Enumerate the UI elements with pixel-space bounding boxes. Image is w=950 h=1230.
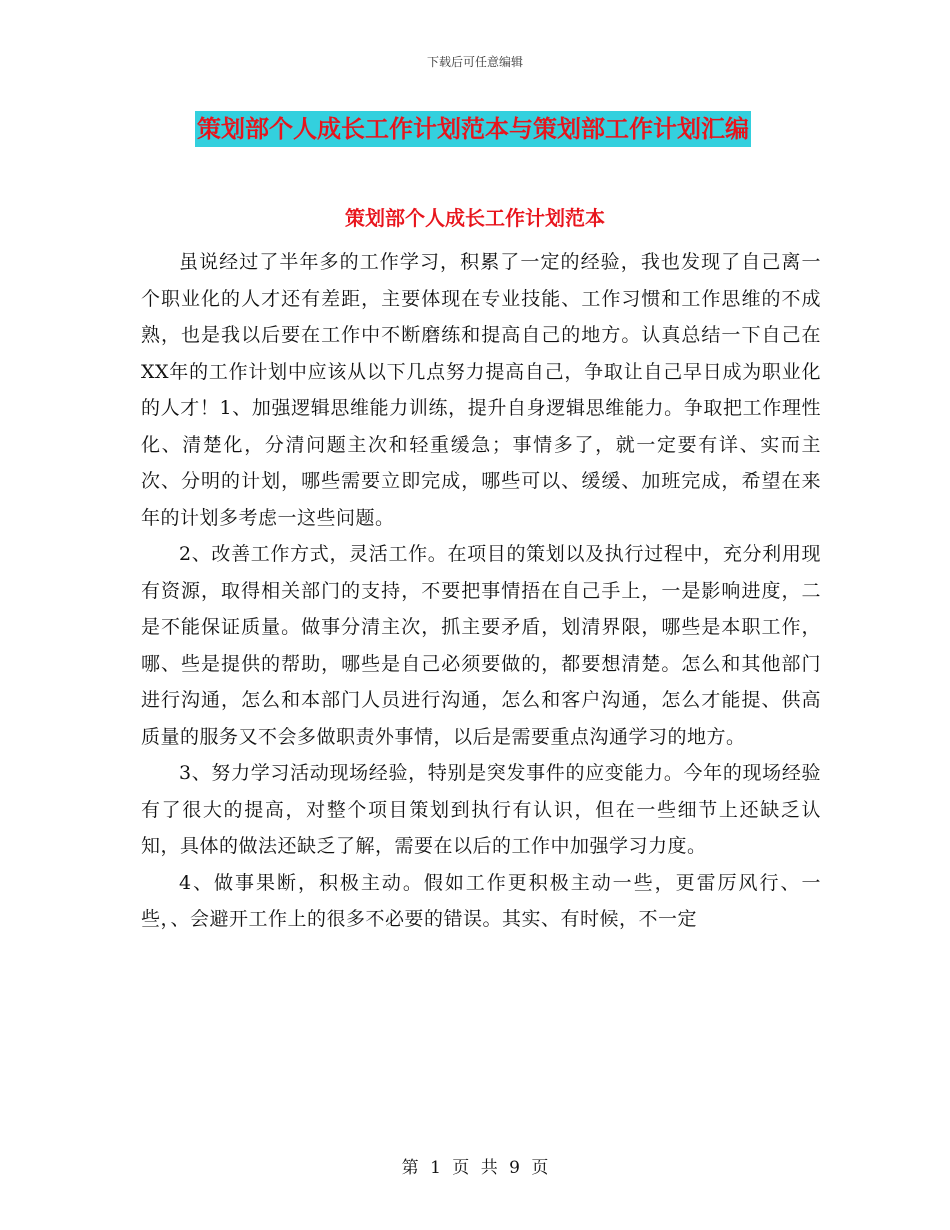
section-title: 策划部个人成长工作计划范本 (345, 206, 605, 230)
paragraph-4: 4、做事果断，积极主动。假如工作更积极主动一些，更雷厉风行、一些，、会避开工作上的很多不必要的错误。其实、有时候，不一定 (141, 871, 821, 930)
paragraph-1: 虽说经过了半年多的工作学习，积累了一定的经验，我也发现了自己离一个职业化的人才还有差距，主要体现在专业技能、工作习惯和工作思维的不成熟，也是我以后要在工作中不断磨练和提高自己的地方。认真总结一下自己在XX年的工作计划中应该从以下几点努力提高自己，争取让自己早日成为职业化的人才！1、加强逻辑思维能力训练，提升自身逻辑思维能力。争取把工作理性化、清楚化，分清问题主次和轻重缓急；事情多了，就一定要有详、实而主次、分明的计划，哪些需要立即完成，哪些可以、缓缓、加班完成，希望在来年的计划多考虑一这些问题。 (141, 251, 821, 529)
header-note: 下载后可任意编辑 (426, 55, 523, 69)
document-body (141, 244, 821, 938)
document-title: 策划部个人成长工作计划范本与策划部工作计划汇编 (195, 111, 751, 147)
page-footer: 第 1 页 共 9 页 (401, 1158, 549, 1178)
paragraph-3: 3、努力学习活动现场经验，特别是突发事件的应变能力。今年的现场经验有了很大的提高，对整个项目策划到执行有认识，但在一些细节上还缺乏认知，具体的做法还缺乏了解，需要在以后的工作中加强学习力度。 (141, 762, 821, 857)
paragraph-2: 2、改善工作方式，灵活工作。在项目的策划以及执行过程中，充分利用现有资源，取得相关部门的支持，不要把事情捂在自己手上，一是影响进度，二是不能保证质量。做事分清主次，抓主要矛盾，划清界限，哪些是本职工作，哪、些是提供的帮助，哪些是自己必须要做的，都要想清楚。怎么和其他部门进行沟通，怎么和本部门人员进行沟通，怎么和客户沟通，怎么才能提、供高质量的服务又不会多做职责外事情，以后是需要重点沟通学习的地方。 (141, 543, 821, 748)
